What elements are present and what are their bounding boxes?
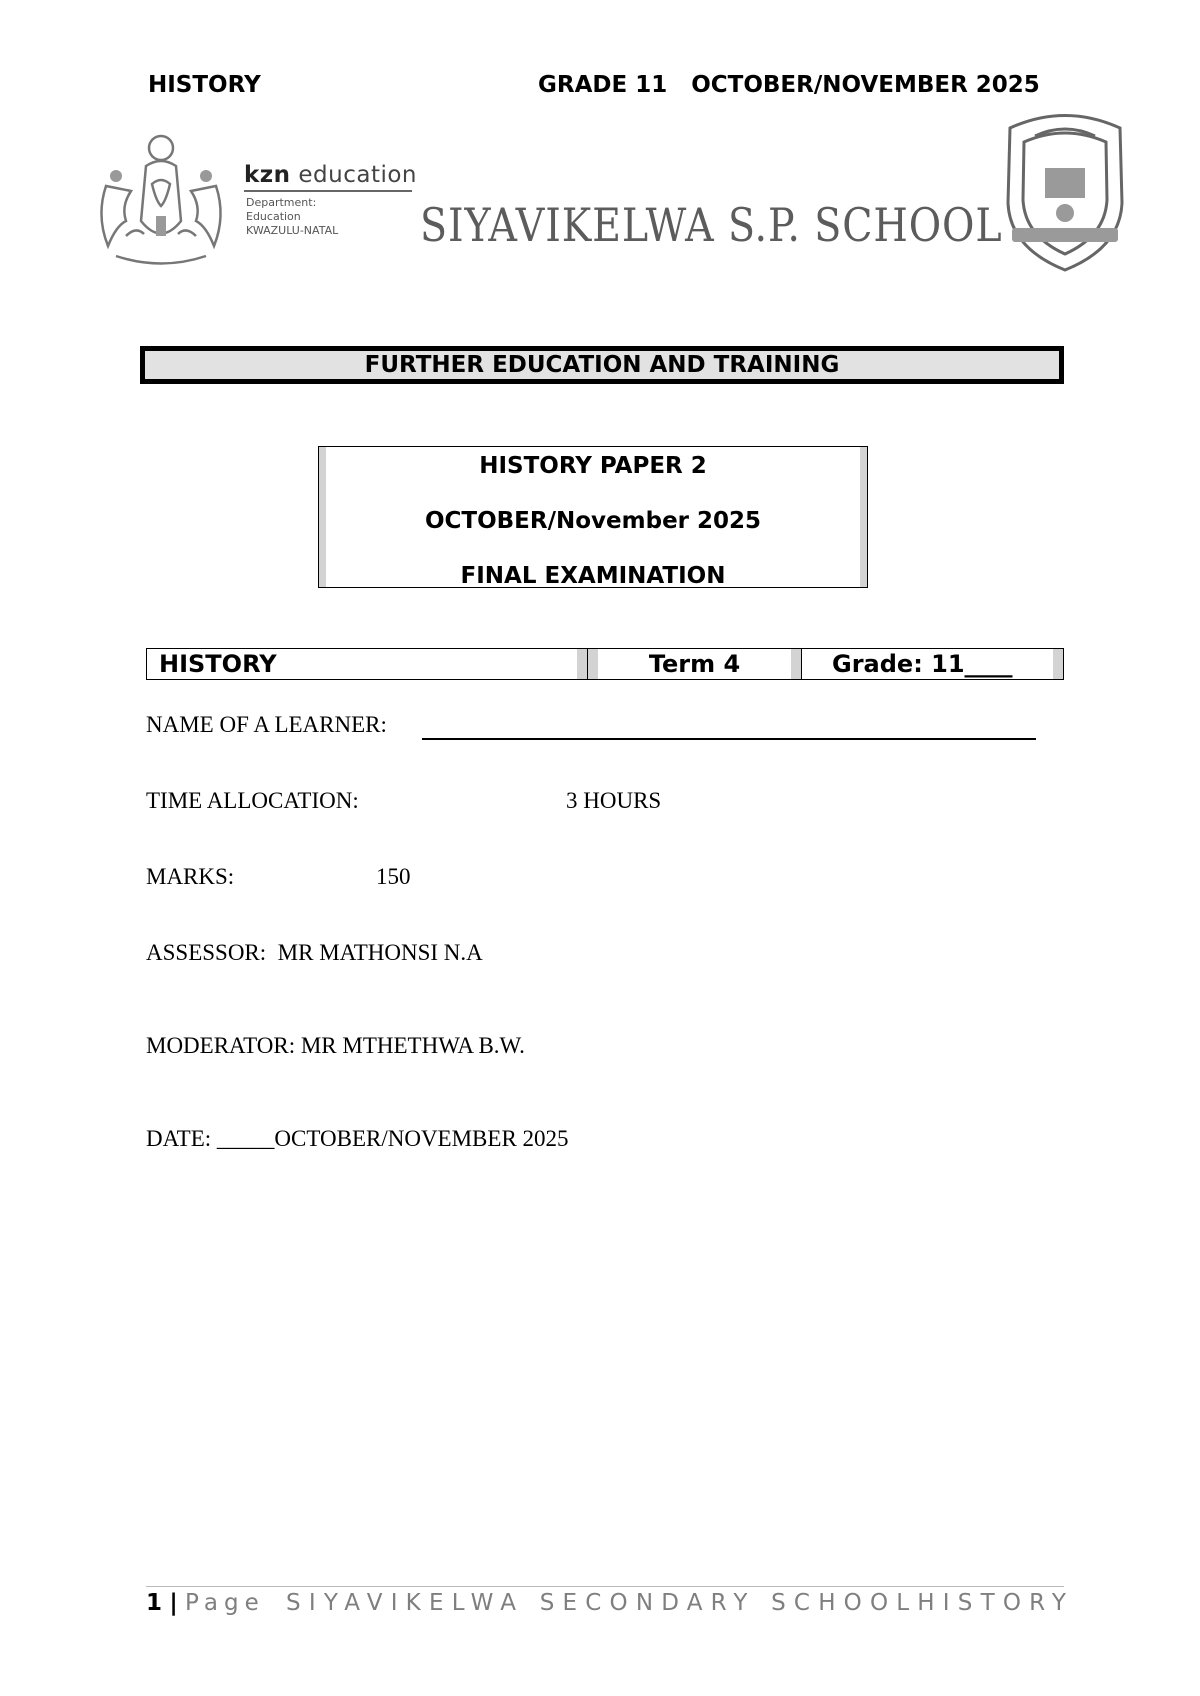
assessor-line: ASSESSOR: MR MATHONSI N.A bbox=[146, 940, 483, 965]
info-subject: HISTORY bbox=[159, 650, 277, 678]
paper-session: OCTOBER/November 2025 bbox=[424, 508, 762, 534]
school-name: SIYAVIKELWA S.P. SCHOOL bbox=[420, 198, 1003, 252]
page-number: 1 bbox=[146, 1590, 163, 1616]
kzn-logo-text: education bbox=[298, 162, 417, 188]
page-footer bbox=[146, 1590, 1074, 1616]
footer-separator: | bbox=[169, 1590, 178, 1616]
header-grade-date: GRADE 11 OCTOBER/NOVEMBER 2025 bbox=[538, 72, 1040, 98]
info-subject-cell bbox=[147, 649, 587, 679]
info-term-cell bbox=[587, 649, 801, 679]
footer-page-word: Page bbox=[185, 1590, 265, 1616]
moderator-line: MODERATOR: MR MTHETHWA B.W. bbox=[146, 1033, 525, 1058]
marks-label: MARKS: bbox=[146, 864, 235, 889]
fet-banner: FURTHER EDUCATION AND TRAINING bbox=[140, 346, 1064, 384]
kzn-logo-rule bbox=[244, 190, 412, 192]
kzn-coat-of-arms-logo bbox=[86, 126, 236, 276]
kzn-dept-line1: Department: bbox=[246, 196, 317, 209]
paper-exam-type: FINAL EXAMINATION bbox=[460, 563, 726, 589]
kzn-dept-line2: Education bbox=[246, 210, 301, 223]
cell-shade bbox=[791, 649, 801, 679]
info-table bbox=[146, 648, 1064, 680]
learner-name-label: NAME OF A LEARNER: bbox=[146, 712, 387, 737]
marks-value: 150 bbox=[376, 864, 411, 889]
info-grade-cell bbox=[801, 649, 1063, 679]
header-subject: HISTORY bbox=[148, 72, 261, 98]
time-allocation-value: 3 HOURS bbox=[566, 788, 662, 813]
info-term: Term 4 bbox=[648, 650, 741, 678]
kzn-education-logo bbox=[244, 162, 417, 188]
cell-shade bbox=[1053, 649, 1063, 679]
paper-title: HISTORY PAPER 2 bbox=[479, 453, 707, 479]
paper-title-box bbox=[318, 446, 868, 588]
kzn-logo-bold: kzn bbox=[244, 162, 291, 188]
cell-shade bbox=[588, 649, 598, 679]
kzn-dept-line3: KWAZULU-NATAL bbox=[246, 224, 339, 237]
info-grade: Grade: 11____ bbox=[832, 650, 1013, 678]
footer-school-text: SIYAVIKELWA SECONDARY SCHOOLHISTORY bbox=[286, 1590, 1075, 1616]
date-line: DATE: _____OCTOBER/NOVEMBER 2025 bbox=[146, 1126, 569, 1151]
time-allocation-label: TIME ALLOCATION: bbox=[146, 788, 359, 813]
school-shield-badge bbox=[990, 108, 1140, 280]
cell-shade bbox=[577, 649, 587, 679]
learner-name-line[interactable] bbox=[422, 738, 1036, 740]
footer-rule bbox=[146, 1586, 1064, 1587]
